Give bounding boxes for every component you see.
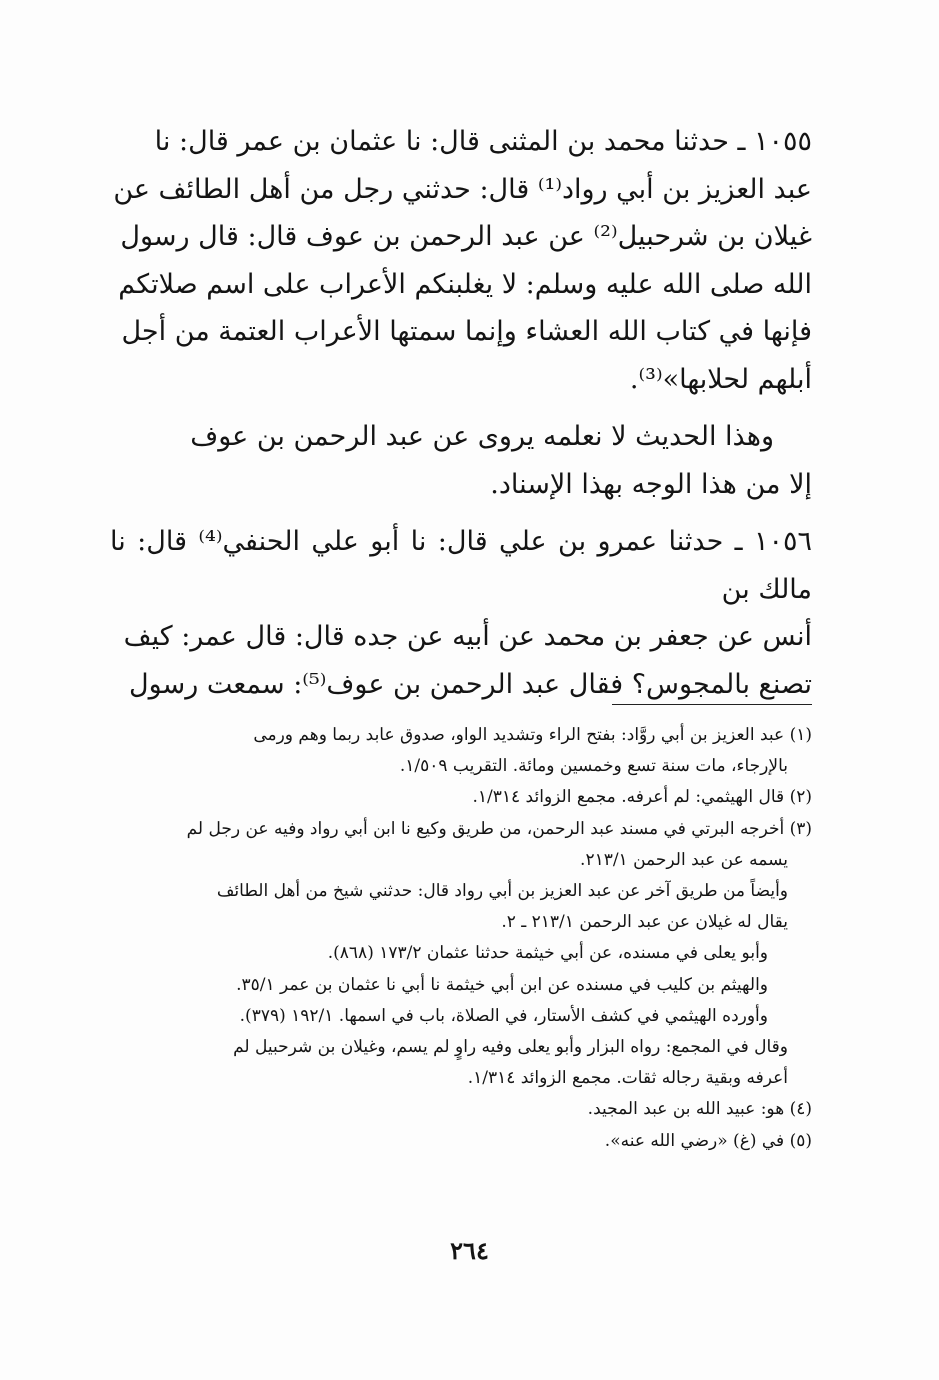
page-number: ٢٦٤ (450, 1236, 489, 1265)
hadith-1056-line-3: تصنع بالمجوس؟ فقال عبد الرحمن بن عوف⁽⁵⁾: سمعت رسول (129, 668, 812, 700)
hadith-1055-line-4: الله صلى الله عليه وسلم: لا يغلبنكم الأعراب على اسم صلاتكم (118, 268, 812, 300)
footnote-5: (٥) في (غ) «رضي الله عنه». (604, 1130, 812, 1151)
footnote-3e: وأورده الهيثمي في كشف الأستار، في الصلاة، باب في اسمها. ١٩٢/١ (٣٧٩). (239, 1005, 768, 1026)
hadith-1055-line-6: أبلهم لحلابها»⁽³⁾. (629, 363, 812, 395)
footnote-4: (٤) هو: عبيد الله بن عبد المجيد. (587, 1099, 812, 1120)
hadith-1056-line-1: ١٠٥٦ ـ حدثنا عمرو بن علي قال: نا أبو علي الحنفي⁽⁴⁾ قال: نا مالك بن (110, 526, 813, 605)
footnote-3c: وأبو يعلى في مسنده، عن أبي خيثمة حدثنا عثمان ١٧٣/٢ (٨٦٨). (327, 943, 768, 964)
main-text (110, 118, 812, 708)
hadith-1056-line-2: أنس عن جعفر بن محمد عن أبيه عن جده قال: قال عمر: كيف (123, 621, 812, 652)
footnote-3f-line-1: وقال في المجمع: رواه البزار وأبو يعلى وفيه راوٍ لم يسم، وغيلان بن شرحبيل لم (233, 1037, 788, 1058)
footnotes (112, 720, 812, 1157)
comment-line-1: وهذا الحديث لا نعلمه يروى عن عبد الرحمن بن عوف (190, 421, 774, 452)
hadith-1055-line-5: فإنها في كتاب الله العشاء وإنما سمتها الأعراب العتمة من أجل (121, 316, 812, 347)
footnote-2: (٢) قال الهيثمي: لم أعرفه. مجمع الزوائد ١/٣١٤. (472, 787, 812, 808)
footnote-1-line-1: (١) عبد العزيز بن أبي روَّاد: بفتح الراء وتشديد الواو، صدوق عابد ربما وهم ورمى (253, 725, 812, 745)
footnote-3d: والهيثم بن كليب في مسنده عن ابن أبي خيثمة نا أبي نا عثمان بن عمر ٣٥/١. (236, 974, 768, 995)
footnote-3b-line-2: يقال له غيلان عن عبد الرحمن ٢١٣/١ ـ ٢. (501, 912, 788, 933)
footnote-divider (612, 704, 812, 705)
footnote-3f-line-2: أعرفه وبقية رجاله ثقات. مجمع الزوائد ١/٣١٤. (467, 1068, 788, 1089)
hadith-1055-line-1: ١٠٥٥ ـ حدثنا محمد بن المثنى قال: نا عثمان بن عمر قال: نا (154, 126, 812, 157)
comment-line-2: إلا من هذا الوجه بهذا الإسناد. (490, 468, 812, 500)
footnote-3-line-1: (٣) أخرجه البرتي في مسند عبد الرحمن، من طريق وكيع نا ابن أبي رواد وفيه عن رجل لم (186, 818, 812, 839)
footnote-3-line-2: يسمه عن عبد الرحمن ٢١٣/١. (580, 849, 788, 870)
hadith-1055-line-3: غيلان بن شرحبيل⁽²⁾ عن عبد الرحمن بن عوف قال: قال رسول (120, 221, 812, 252)
footnote-1-line-2: بالإرجاء، مات سنة تسع وخمسين ومائة. التقريب ١/٥٠٩. (399, 756, 788, 777)
hadith-1055-line-2: عبد العزيز بن أبي رواد⁽¹⁾ قال: حدثني رجل من أهل الطائف عن (113, 173, 812, 205)
footnote-3b-line-1: وأيضاً من طريق آخر عن عبد العزيز بن أبي رواد قال: حدثني شيخ من أهل الطائف (216, 881, 788, 902)
